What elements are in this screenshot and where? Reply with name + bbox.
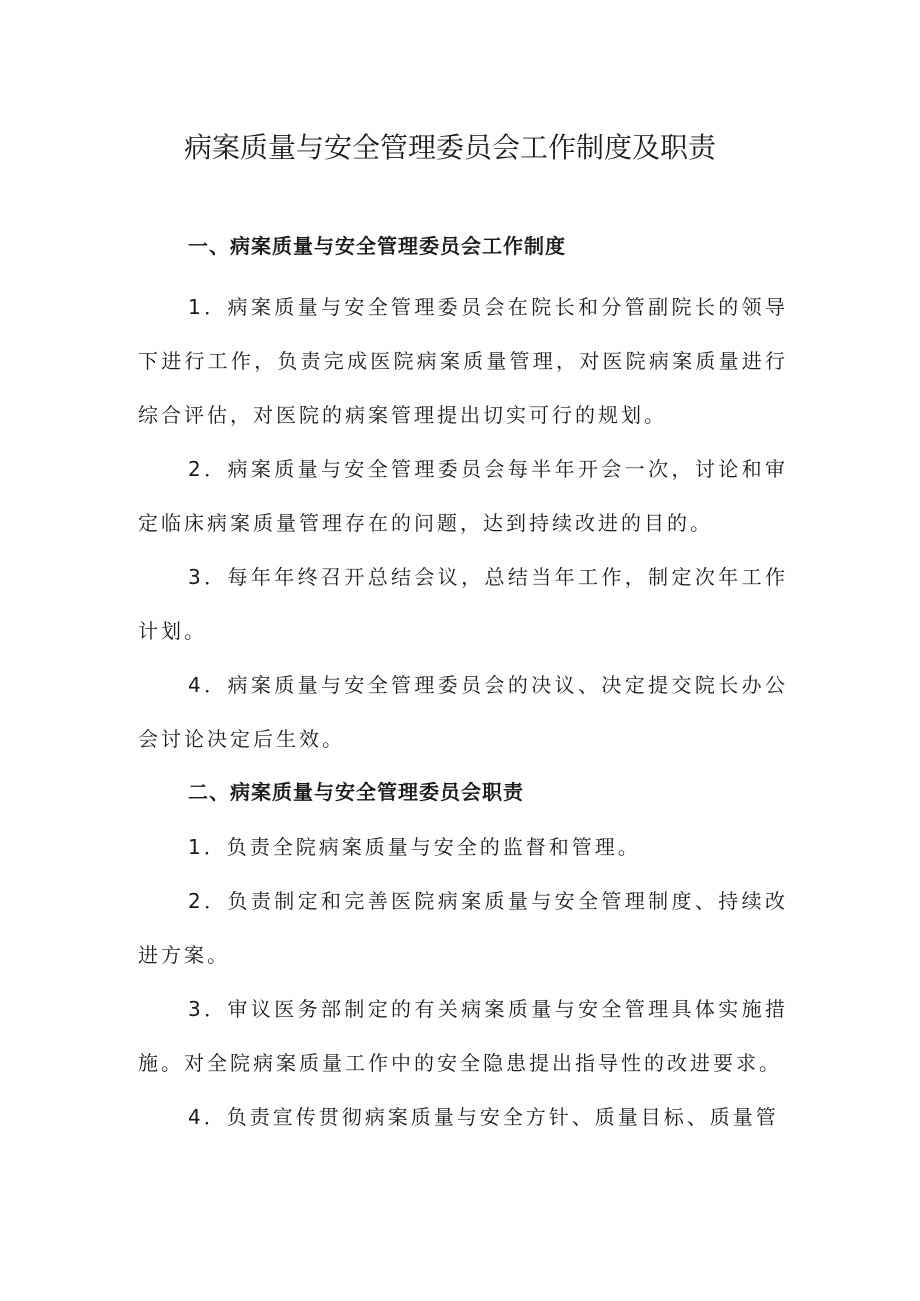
paragraph: 4．病案质量与安全管理委员会的决议、决定提交院长办公会讨论决定后生效。 [138, 673, 788, 751]
paragraph: 1．病案质量与安全管理委员会在院长和分管副院长的领导下进行工作，负责完成医院病案质量管理，对医院病案质量进行综合评估，对医院的病案管理提出切实可行的规划。 [138, 295, 788, 427]
document-body [138, 226, 788, 1144]
paragraph: 3．每年年终召开总结会议，总结当年工作，制定次年工作计划。 [138, 565, 788, 643]
paragraph: 4．负责宣传贯彻病案质量与安全方针、质量目标、质量管 [188, 1105, 779, 1129]
paragraph: 1．负责全院病案质量与安全的监督和管理。 [188, 835, 641, 859]
section-heading-duties: 二、病案质量与安全管理委员会职责 [188, 780, 524, 804]
paragraph: 2．病案质量与安全管理委员会每半年开会一次，讨论和审定临床病案质量管理存在的问题，达到持续改进的目的。 [138, 457, 788, 535]
paragraph: 3．审议医务部制定的有关病案质量与安全管理具体实施措施。对全院病案质量工作中的安全隐患提出指导性的改进要求。 [138, 997, 788, 1075]
paragraph: 2．负责制定和完善医院病案质量与安全管理制度、持续改进方案。 [138, 889, 788, 967]
document-title: 病案质量与安全管理委员会工作制度及职责 [183, 131, 716, 164]
section-heading-work-rules: 一、病案质量与安全管理委员会工作制度 [188, 234, 566, 258]
